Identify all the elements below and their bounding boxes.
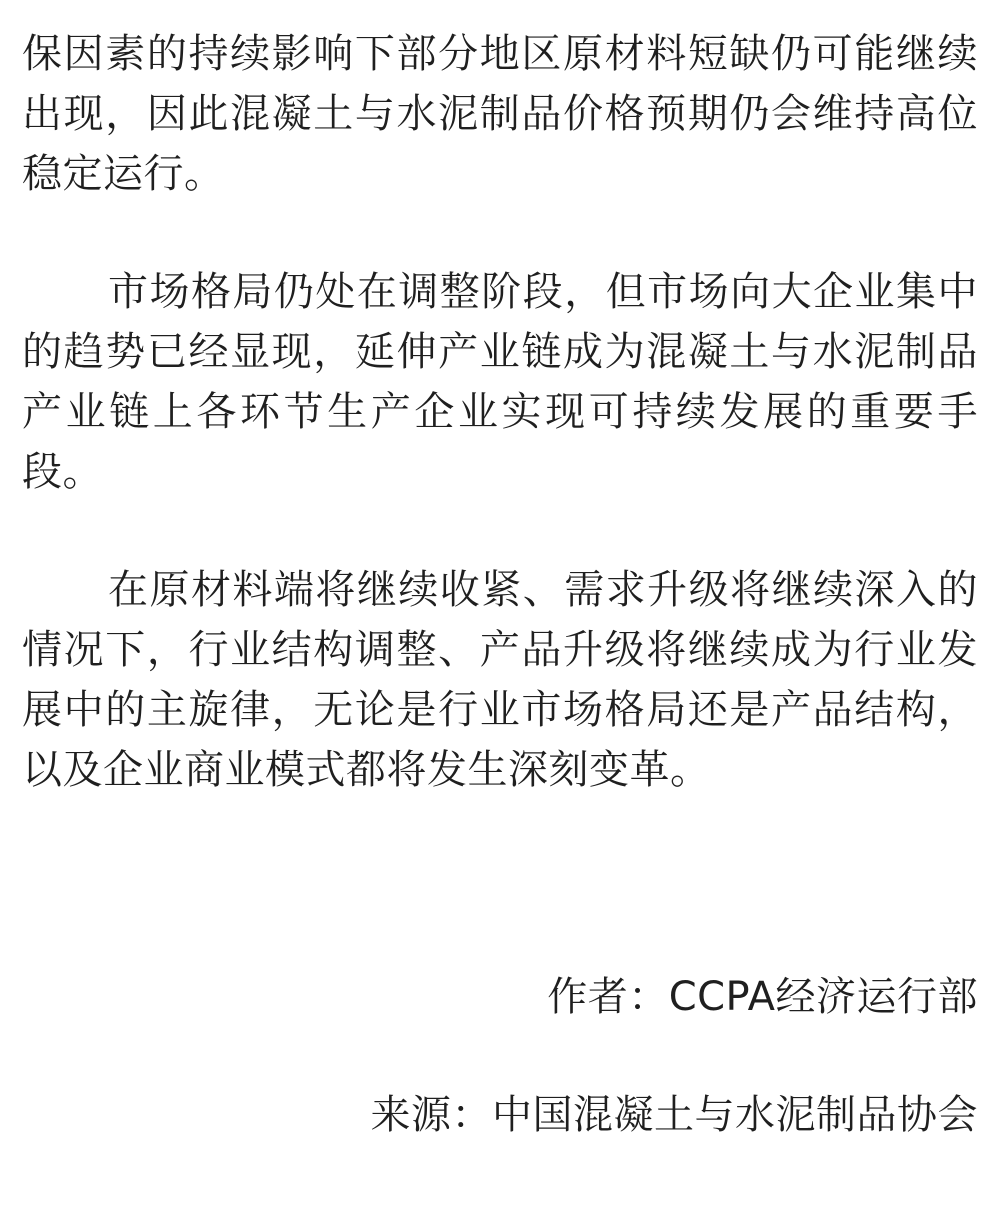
paragraph-market-structure: 市场格局仍处在调整阶段，但市场向大企业集中的趋势已经显现，延伸产业链成为混凝土与水泥制品产业链上各环节生产企业实现可持续发展的重要手段。 bbox=[22, 269, 978, 495]
author-line: 作者：CCPA经济运行部 bbox=[547, 974, 978, 1020]
paragraph-continuation: 保因素的持续影响下部分地区原材料短缺仍可能继续出现，因此混凝土与水泥制品价格预期仍会维持高位稳定运行。 bbox=[22, 31, 978, 197]
paragraph-industry-outlook: 在原材料端将继续收紧、需求升级将继续深入的情况下，行业结构调整、产品升级将继续成为行业发展中的主旋律，无论是行业市场格局还是产品结构，以及企业商业模式都将发生深刻变革。 bbox=[22, 567, 978, 793]
source-line: 来源：中国混凝土与水泥制品协会 bbox=[370, 1092, 978, 1138]
article-body bbox=[22, 24, 978, 858]
